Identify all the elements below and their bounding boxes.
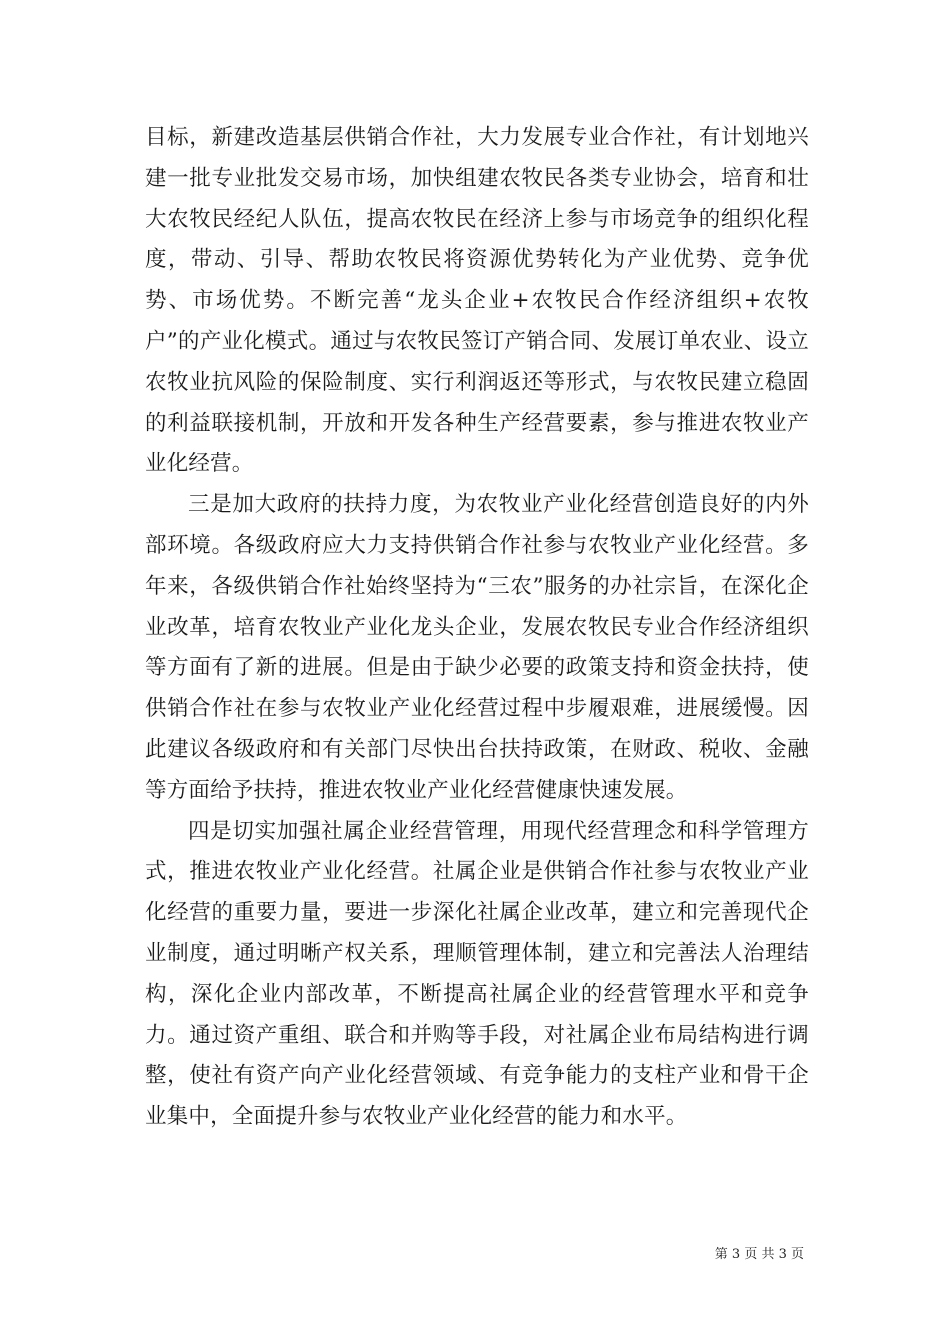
- document-body: [145, 118, 809, 1138]
- paragraph-enterprise-management: 四是切实加强社属企业经营管理，用现代经营理念和科学管理方式，推进农牧业产业化经营。社属企业是供销合作社参与农牧业产业化经营的重要力量，要进一步深化社属企业改革，建立和完善现代企业制度，通过明晰产权关系，理顺管理体制，建立和完善法人治理结构，深化企业内部改革，不断提高社属企业的经营管理水平和竞争力。通过资产重组、联合和并购等手段，对社属企业布局结构进行调整，使社有资产向产业化经营领域、有竞争能力的支柱产业和骨干企业集中，全面提升参与农牧业产业化经营的能力和水平。: [145, 818, 809, 1130]
- paragraph-government-support: 三是加大政府的扶持力度，为农牧业产业化经营创造良好的内外部环境。各级政府应大力支持供销合作社参与农牧业产业化经营。多年来，各级供销合作社始终坚持为“三农”服务的办社宗旨，在深化企业改革，培育农牧业产业化龙头企业，发展农牧民专业合作经济组织等方面有了新的进展。但是由于缺少必要的政策支持和资金扶持，使供销合作社在参与农牧业产业化经营过程中步履艰难，进展缓慢。因此建议各级政府和有关部门尽快出台扶持政策，在财政、税收、金融等方面给予扶持，推进农牧业产业化经营健康快速发展。: [145, 492, 809, 803]
- paragraph-continuation: 目标，新建改造基层供销合作社，大力发展专业合作社，有计划地兴建一批专业批发交易市场，加快组建农牧民各类专业协会，培育和壮大农牧民经纪人队伍，提高农牧民在经济上参与市场竞争的组织化程度，带动、引导、帮助农牧民将资源优势转化为产业优势、竞争优势、市场优势。不断完善“龙头企业+农牧民合作经济组织+农牧户”的产业化模式。通过与农牧民签订产销合同、发展订单农业、设立农牧业抗风险的保险制度、实行利润返还等形式，与农牧民建立稳固的利益联接机制，开放和开发各种生产经营要素，参与推进农牧业产业化经营。: [145, 125, 809, 477]
- page-number: 第 3 页 共 3 页: [714, 1247, 804, 1262]
